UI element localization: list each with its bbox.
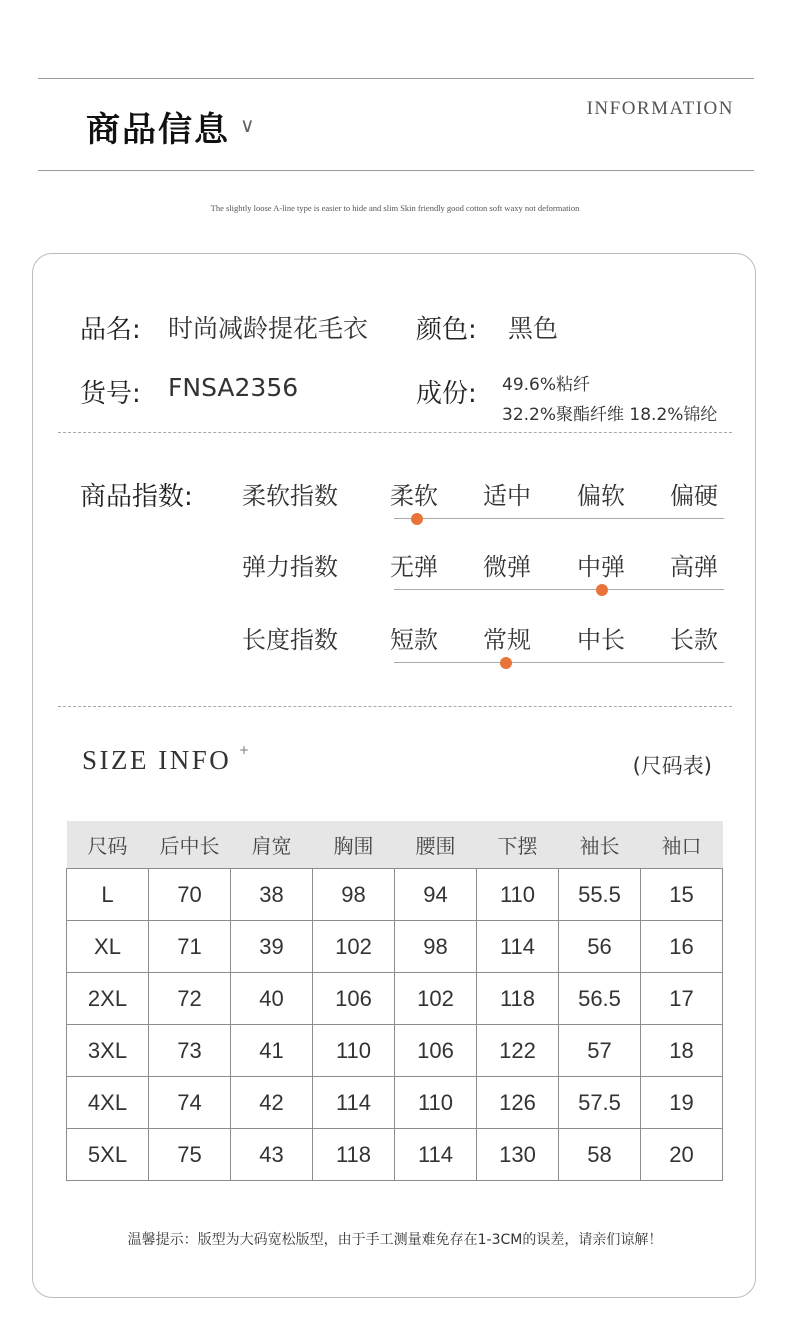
index-option: 适中 [483, 482, 531, 510]
composition-line-2: 32.2%聚酯纤维 18.2%锦纶 [502, 405, 718, 425]
index-name: 弹力指数 [242, 553, 338, 581]
name-value: 时尚减龄提花毛衣 [168, 314, 369, 343]
table-cell: 57 [559, 1025, 641, 1077]
table-cell: 94 [395, 869, 477, 921]
tagline: The slightly loose A-line type is easier to hide and slim Skin friendly good cotton soft waxy not deformation [210, 203, 580, 213]
table-cell: 118 [477, 973, 559, 1025]
table-cell: 122 [477, 1025, 559, 1077]
table-cell: 58 [559, 1129, 641, 1181]
table-cell: 110 [477, 869, 559, 921]
size-table-header-cell: 袖口 [641, 821, 723, 869]
table-cell: 72 [149, 973, 231, 1025]
table-cell: 130 [477, 1129, 559, 1181]
table-row [67, 1129, 723, 1181]
table-cell: 18 [641, 1025, 723, 1077]
index-track [394, 518, 724, 519]
section-title: 商品信息 [86, 110, 230, 150]
index-option: 无弹 [390, 553, 438, 581]
table-cell: 98 [395, 921, 477, 973]
size-info-title: SIZE INFO [82, 745, 232, 775]
table-cell: 56.5 [559, 973, 641, 1025]
table-cell: 106 [313, 973, 395, 1025]
size-table-header-cell: 下摆 [477, 821, 559, 869]
color-label: 颜色: [416, 315, 477, 345]
bottom-rule [38, 170, 754, 171]
size-table [66, 821, 723, 1181]
table-cell: XL [67, 921, 149, 973]
table-cell: 2XL [67, 973, 149, 1025]
table-cell: 118 [313, 1129, 395, 1181]
table-cell: 75 [149, 1129, 231, 1181]
composition-line-1: 49.6%粘纤 [502, 375, 591, 395]
table-cell: 114 [477, 921, 559, 973]
chevron-down-icon: ∨ [240, 113, 255, 137]
index-option: 中弹 [577, 553, 625, 581]
sku-value: FNSA2356 [168, 373, 299, 402]
table-cell: 73 [149, 1025, 231, 1077]
table-cell: 4XL [67, 1077, 149, 1129]
table-cell: 3XL [67, 1025, 149, 1077]
table-cell: 74 [149, 1077, 231, 1129]
sku-label: 货号: [80, 379, 141, 409]
color-value: 黑色 [508, 314, 559, 343]
size-table-header-cell: 肩宽 [231, 821, 313, 869]
index-option: 长款 [670, 626, 718, 654]
table-row [67, 1025, 723, 1077]
table-cell: 41 [231, 1025, 313, 1077]
table-cell: L [67, 869, 149, 921]
size-table-header [67, 821, 723, 869]
indices-title: 商品指数: [80, 482, 193, 512]
table-cell: 5XL [67, 1129, 149, 1181]
table-cell: 55.5 [559, 869, 641, 921]
table-cell: 15 [641, 869, 723, 921]
table-cell: 106 [395, 1025, 477, 1077]
table-cell: 40 [231, 973, 313, 1025]
table-cell: 20 [641, 1129, 723, 1181]
table-cell: 39 [231, 921, 313, 973]
size-table-header-cell: 腰围 [395, 821, 477, 869]
index-marker [411, 513, 423, 525]
table-cell: 110 [313, 1025, 395, 1077]
table-cell: 19 [641, 1077, 723, 1129]
table-cell: 114 [395, 1129, 477, 1181]
index-option: 中长 [577, 626, 625, 654]
index-option: 柔软 [390, 482, 438, 510]
composition-label: 成份: [416, 379, 477, 409]
table-cell: 98 [313, 869, 395, 921]
divider-dashed [58, 706, 732, 707]
table-row [67, 921, 723, 973]
index-track [394, 589, 724, 590]
table-row [67, 973, 723, 1025]
index-track [394, 662, 724, 663]
tip-text: 温馨提示：版型为大码宽松版型，由于手工测量难免存在1-3CM的误差，请亲们谅解！ [127, 1232, 663, 1248]
table-cell: 38 [231, 869, 313, 921]
index-option: 偏硬 [670, 482, 718, 510]
table-cell: 70 [149, 869, 231, 921]
table-cell: 16 [641, 921, 723, 973]
index-name: 柔软指数 [242, 482, 338, 510]
table-cell: 17 [641, 973, 723, 1025]
table-cell: 102 [313, 921, 395, 973]
index-option: 高弹 [670, 553, 718, 581]
table-cell: 71 [149, 921, 231, 973]
size-table-header-cell: 胸围 [313, 821, 395, 869]
name-label: 品名: [80, 315, 141, 345]
index-option: 偏软 [577, 482, 625, 510]
section-title-english: INFORMATION [586, 98, 734, 119]
table-cell: 110 [395, 1077, 477, 1129]
size-table-header-cell: 后中长 [149, 821, 231, 869]
divider-dashed [58, 432, 732, 433]
index-option: 常规 [483, 626, 531, 654]
table-cell: 126 [477, 1077, 559, 1129]
table-row [67, 1077, 723, 1129]
size-info-superscript: + [239, 743, 250, 757]
table-cell: 56 [559, 921, 641, 973]
index-marker [596, 584, 608, 596]
size-table-header-cell: 袖长 [559, 821, 641, 869]
index-name: 长度指数 [242, 626, 338, 654]
index-option: 短款 [390, 626, 438, 654]
table-cell: 42 [231, 1077, 313, 1129]
table-cell: 102 [395, 973, 477, 1025]
table-row [67, 869, 723, 921]
size-info-subtitle: (尺码表) [632, 754, 712, 778]
table-cell: 57.5 [559, 1077, 641, 1129]
size-table-header-cell: 尺码 [67, 821, 149, 869]
index-option: 微弹 [483, 553, 531, 581]
top-rule [38, 78, 754, 79]
table-cell: 114 [313, 1077, 395, 1129]
table-cell: 43 [231, 1129, 313, 1181]
